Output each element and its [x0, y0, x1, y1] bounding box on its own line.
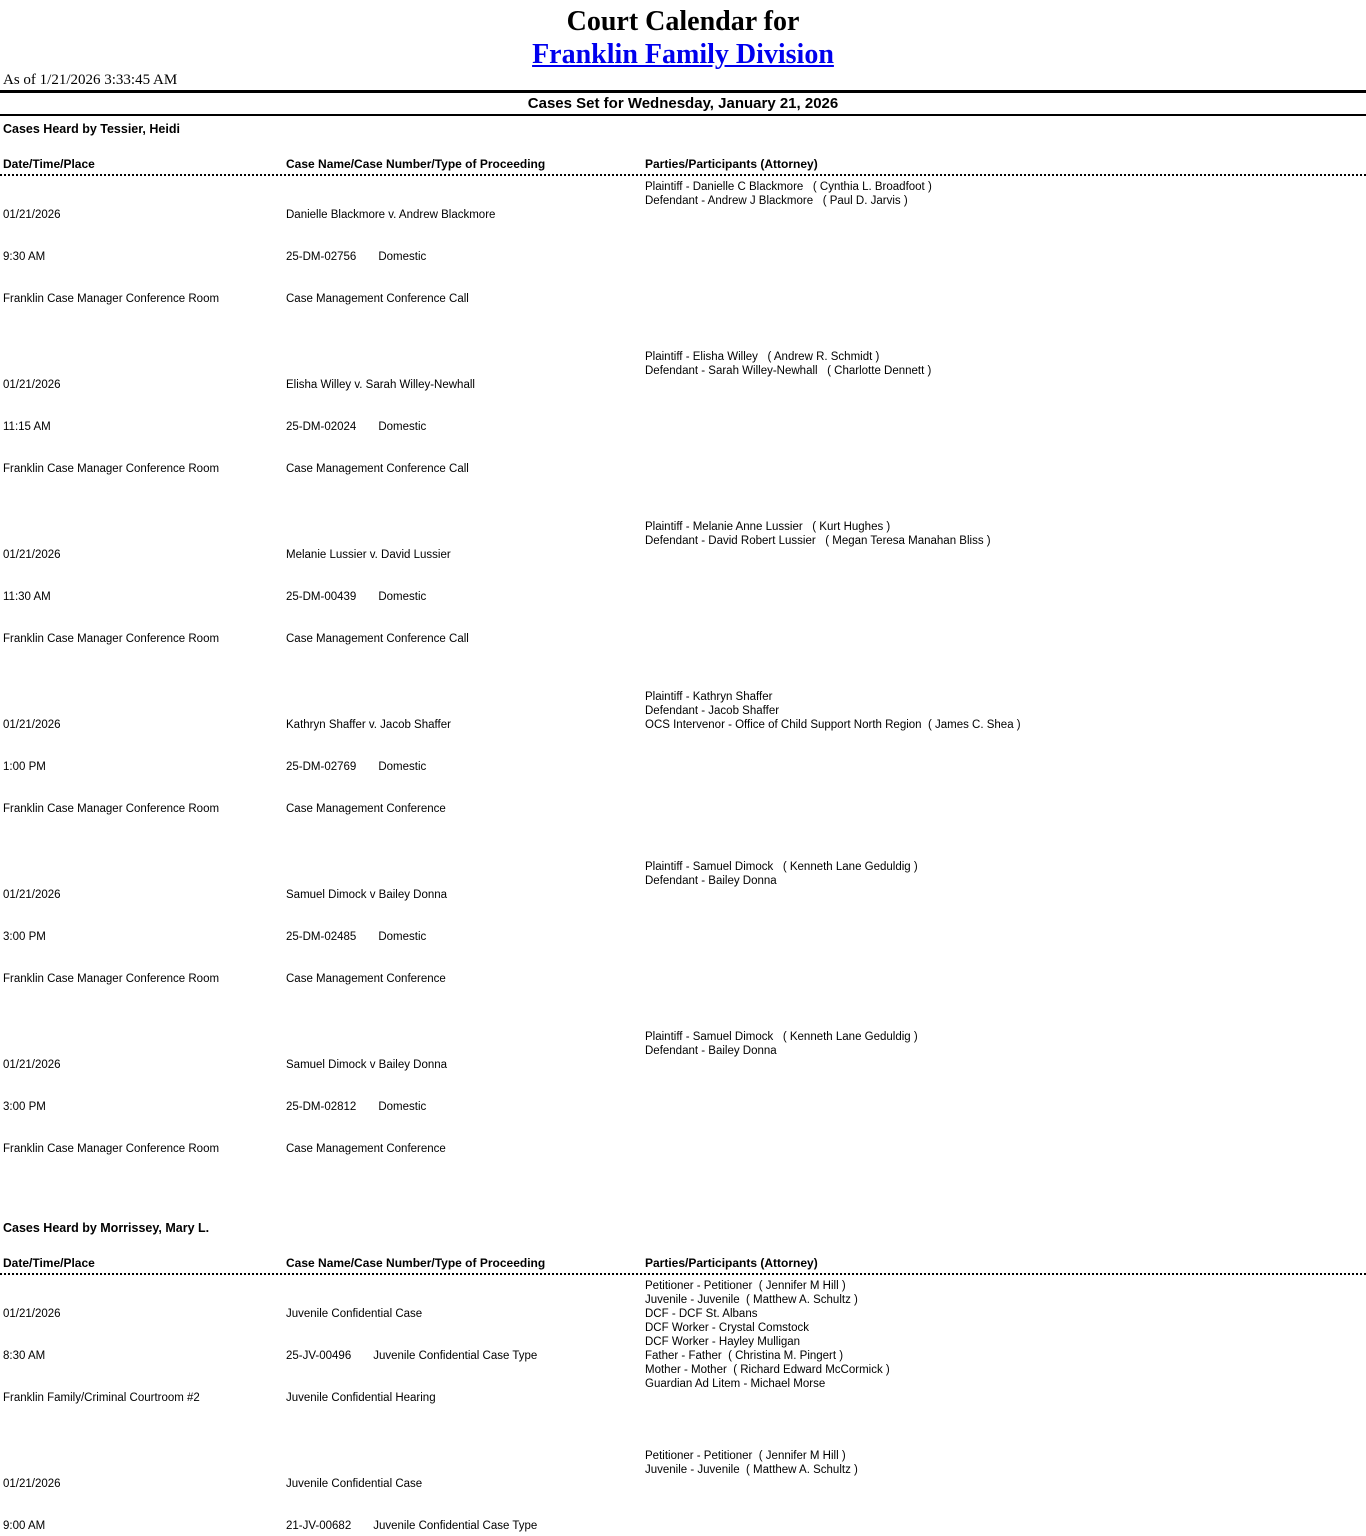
case-number: 25-DM-02024: [286, 421, 357, 433]
case-date: 01/21/2026: [3, 1059, 61, 1071]
case-name-number-type-cell: [286, 520, 645, 674]
case-parties-cell: [645, 690, 1366, 844]
case-proceeding: Case Management Conference Call: [286, 293, 469, 305]
party-line: DCF Worker - Crystal Comstock: [645, 1322, 809, 1334]
case-date: 01/21/2026: [3, 549, 61, 561]
case-parties-cell: [645, 180, 1366, 334]
case-number-line: [286, 1349, 645, 1363]
case-date-time-place-cell: [0, 520, 286, 674]
party-line: Defendant - Bailey Donna: [645, 1045, 777, 1057]
case-number-line: [286, 420, 645, 434]
table-header-row: [0, 1257, 1366, 1275]
case-date: 01/21/2026: [3, 719, 61, 731]
case-row: [0, 1279, 1366, 1433]
case-number-line: [286, 1519, 645, 1533]
case-number: 25-DM-02812: [286, 1101, 357, 1113]
case-parties-cell: [645, 860, 1366, 1014]
party-line: Petitioner - Petitioner ( Jennifer M Hill ): [645, 1450, 846, 1462]
case-name: Danielle Blackmore v. Andrew Blackmore: [286, 209, 496, 221]
case-name: Melanie Lussier v. David Lussier: [286, 549, 451, 561]
column-header-parties-participants: Parties/Participants (Attorney): [645, 1256, 818, 1270]
case-proceeding: Case Management Conference: [286, 1143, 446, 1155]
case-place: Franklin Case Manager Conference Room: [3, 973, 220, 985]
case-date: 01/21/2026: [3, 1308, 61, 1320]
column-header-case-name-number-type: Case Name/Case Number/Type of Proceeding: [286, 157, 546, 171]
case-date-time-place-cell: [0, 350, 286, 504]
horizontal-rule-bottom: [0, 114, 1366, 116]
case-row: [0, 350, 1366, 504]
party-line: Father - Father ( Christina M. Pingert ): [645, 1350, 844, 1362]
case-type: Juvenile Confidential Case Type: [373, 1350, 538, 1362]
case-time: 1:00 PM: [3, 761, 46, 773]
case-type: Domestic: [378, 591, 427, 603]
case-name-number-type-cell: [286, 1030, 645, 1184]
case-time: 9:30 AM: [3, 251, 46, 263]
column-header-date-time-place: Date/Time/Place: [3, 1256, 95, 1270]
division-title-line: [0, 38, 1366, 71]
party-line: Defendant - Andrew J Blackmore ( Paul D. Jarvis ): [645, 195, 908, 207]
case-parties-cell: [645, 1030, 1366, 1184]
case-name: Samuel Dimock v Bailey Donna: [286, 1059, 448, 1071]
party-line: Mother - Mother ( Richard Edward McCormick ): [645, 1364, 890, 1376]
case-time: 9:00 AM: [3, 1520, 46, 1532]
case-place: Franklin Case Manager Conference Room: [3, 293, 220, 305]
case-proceeding: Juvenile Confidential Hearing: [286, 1392, 436, 1404]
case-time: 11:15 AM: [3, 421, 51, 433]
case-parties-cell: [645, 1449, 1366, 1536]
party-line: Juvenile - Juvenile ( Matthew A. Schultz ): [645, 1294, 858, 1306]
case-row: [0, 690, 1366, 844]
case-place: Franklin Family/Criminal Courtroom #2: [3, 1392, 200, 1404]
case-name-number-type-cell: [286, 860, 645, 1014]
sections-container: [0, 122, 1366, 1536]
case-number-line: [286, 930, 645, 944]
case-place: Franklin Case Manager Conference Room: [3, 803, 220, 815]
party-line: Plaintiff - Samuel Dimock ( Kenneth Lane Geduldig ): [645, 1031, 918, 1043]
case-number: 25-DM-02485: [286, 931, 357, 943]
case-name: Samuel Dimock v Bailey Donna: [286, 889, 448, 901]
case-date: 01/21/2026: [3, 1478, 61, 1490]
case-type: Domestic: [378, 1101, 427, 1113]
case-parties-cell: [645, 520, 1366, 674]
case-row: [0, 520, 1366, 674]
case-name-number-type-cell: [286, 180, 645, 334]
page-title: Court Calendar for: [566, 6, 800, 37]
column-header-case-name-number-type: Case Name/Case Number/Type of Proceeding: [286, 1256, 546, 1270]
case-date: 01/21/2026: [3, 379, 61, 391]
case-rows: [0, 176, 1366, 1184]
case-row: [0, 180, 1366, 334]
case-date-time-place-cell: [0, 1449, 286, 1536]
party-line: Plaintiff - Melanie Anne Lussier ( Kurt Hughes ): [645, 521, 891, 533]
case-name-number-type-cell: [286, 1279, 645, 1433]
case-proceeding: Case Management Conference: [286, 803, 446, 815]
party-line: Guardian Ad Litem - Michael Morse: [645, 1378, 826, 1390]
case-number-line: [286, 760, 645, 774]
section-heading: Cases Heard by Morrissey, Mary L.: [3, 1221, 210, 1235]
case-time: 3:00 PM: [3, 931, 46, 943]
case-name-number-type-cell: [286, 1449, 645, 1536]
case-number: 25-DM-00439: [286, 591, 357, 603]
case-proceeding: Case Management Conference: [286, 973, 446, 985]
case-date: 01/21/2026: [3, 889, 61, 901]
case-type: Domestic: [378, 421, 427, 433]
case-date: 01/21/2026: [3, 209, 61, 221]
case-date-time-place-cell: [0, 1030, 286, 1184]
case-name-number-type-cell: [286, 350, 645, 504]
case-row: [0, 860, 1366, 1014]
case-time: 11:30 AM: [3, 591, 51, 603]
case-date-time-place-cell: [0, 180, 286, 334]
party-line: Defendant - David Robert Lussier ( Megan Teresa Manahan Bliss ): [645, 535, 991, 547]
case-number: 25-DM-02769: [286, 761, 357, 773]
case-time: 8:30 AM: [3, 1350, 46, 1362]
case-name-number-type-cell: [286, 690, 645, 844]
case-name: Kathryn Shaffer v. Jacob Shaffer: [286, 719, 451, 731]
case-name: Elisha Willey v. Sarah Willey-Newhall: [286, 379, 475, 391]
case-type: Domestic: [378, 931, 427, 943]
case-place: Franklin Case Manager Conference Room: [3, 463, 220, 475]
case-date-time-place-cell: [0, 690, 286, 844]
case-place: Franklin Case Manager Conference Room: [3, 633, 220, 645]
party-line: DCF - DCF St. Albans: [645, 1308, 758, 1320]
party-line: Petitioner - Petitioner ( Jennifer M Hill ): [645, 1280, 846, 1292]
table-header-row: [0, 158, 1366, 176]
case-proceeding: Case Management Conference Call: [286, 633, 469, 645]
case-place: Franklin Case Manager Conference Room: [3, 1143, 220, 1155]
case-type: Domestic: [378, 251, 427, 263]
case-proceeding: Case Management Conference Call: [286, 463, 469, 475]
party-line: Plaintiff - Danielle C Blackmore ( Cynthia L. Broadfoot ): [645, 181, 932, 193]
party-line: OCS Intervenor - Office of Child Support North Region ( James C. Shea ): [645, 719, 1021, 731]
case-number: 25-DM-02756: [286, 251, 357, 263]
case-parties-cell: [645, 1279, 1366, 1433]
case-number: 21-JV-00682: [286, 1520, 352, 1532]
case-date-time-place-cell: [0, 1279, 286, 1433]
case-parties-cell: [645, 350, 1366, 504]
column-header-date-time-place: Date/Time/Place: [3, 157, 95, 171]
case-row: [0, 1449, 1366, 1536]
party-line: Plaintiff - Elisha Willey ( Andrew R. Schmidt ): [645, 351, 880, 363]
column-header-parties-participants: Parties/Participants (Attorney): [645, 157, 818, 171]
case-type: Domestic: [378, 761, 427, 773]
case-name: Juvenile Confidential Case: [286, 1478, 423, 1490]
case-number-line: [286, 590, 645, 604]
case-date-time-place-cell: [0, 860, 286, 1014]
judge-section: [0, 1221, 1366, 1536]
party-line: Defendant - Bailey Donna: [645, 875, 777, 887]
party-line: DCF Worker - Hayley Mulligan: [645, 1336, 801, 1348]
case-name: Juvenile Confidential Case: [286, 1308, 423, 1320]
case-type: Juvenile Confidential Case Type: [373, 1520, 538, 1532]
party-line: Plaintiff - Kathryn Shaffer: [645, 691, 773, 703]
court-calendar-page: [0, 5, 1366, 1532]
case-number-line: [286, 1100, 645, 1114]
party-line: Plaintiff - Samuel Dimock ( Kenneth Lane Geduldig ): [645, 861, 918, 873]
as-of-timestamp: As of 1/21/2026 3:33:45 AM: [3, 72, 178, 88]
party-line: Defendant - Sarah Willey-Newhall ( Charlotte Dennett ): [645, 365, 932, 377]
case-time: 3:00 PM: [3, 1101, 46, 1113]
case-rows: [0, 1275, 1366, 1536]
case-number: 25-JV-00496: [286, 1350, 352, 1362]
cases-set-banner: Cases Set for Wednesday, January 21, 2026: [527, 95, 839, 112]
section-heading: Cases Heard by Tessier, Heidi: [3, 122, 180, 136]
judge-section: [0, 122, 1366, 1184]
case-row: [0, 1030, 1366, 1184]
case-number-line: [286, 250, 645, 264]
party-line: Defendant - Jacob Shaffer: [645, 705, 780, 717]
division-link[interactable]: Franklin Family Division: [532, 39, 834, 70]
party-line: Juvenile - Juvenile ( Matthew A. Schultz ): [645, 1464, 858, 1476]
